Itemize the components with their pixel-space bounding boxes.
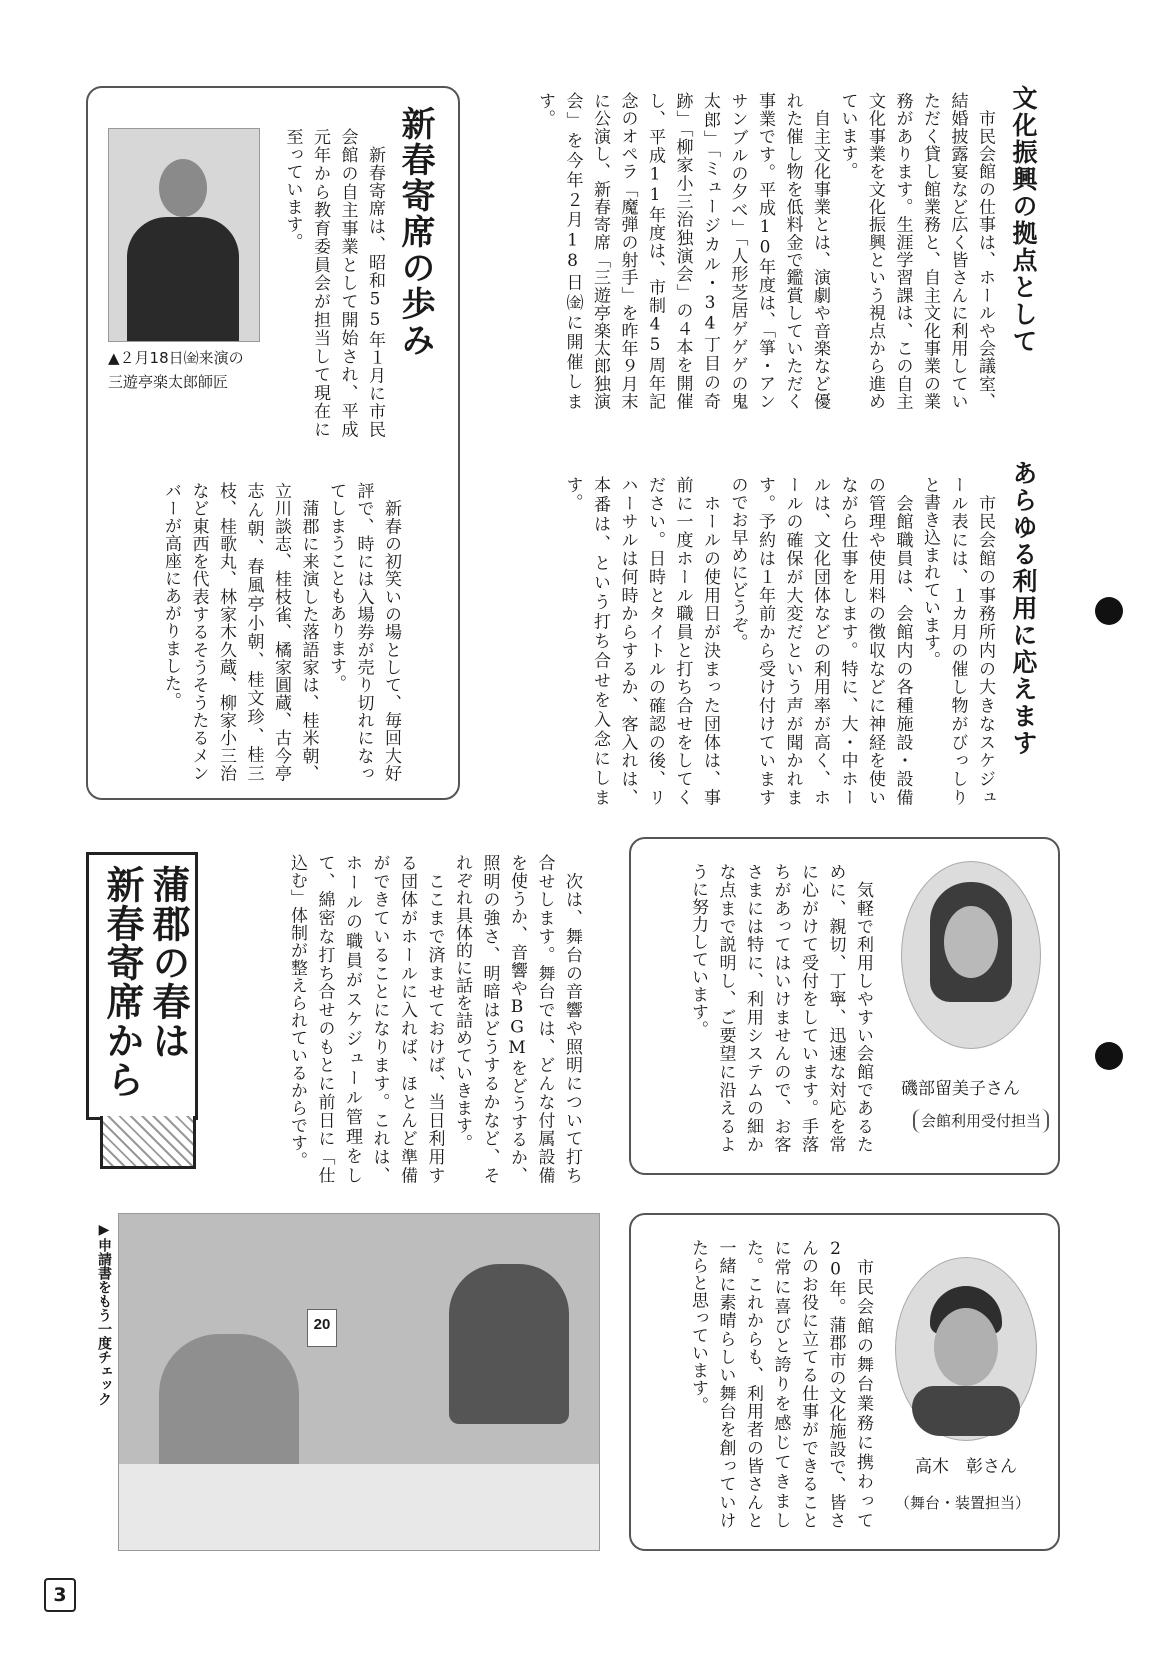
section3-body: 次は、舞台の音響や照明について打ち合せします。舞台では、どんな付属設備を使うか、音響やBGMをどうするか、照明の強さ、明暗はどうするかなど、それぞれ具体的に話を詰めていきます。 ここまで済ませておけば、当日利用する団体がホールに入れば、ほとんど準備ができていることになります。これは、ホールの職員がスケジュール管理をして、綿密な打ち合せのもとに前日に「仕込む」体制が整えられているからです。 xyxy=(287,854,582,1184)
staff-takagi-face xyxy=(934,1308,998,1386)
section1-body: 市民会館の仕事は、ホールや会議室、結婚披露宴など広く皆さんに利用していただく貸し館業務と、自主文化事業の業務があります。生涯学習課は、この自主文化事業を文化振興という視点から進めています。 自主文化事業とは、演劇や音楽など優れた催し物を低料金で鑑賞していただく事業です。平成10年度は、「箏・アンサンブルの夕べ」「人形芝居ゲゲゲの鬼太郎」「ミュージカル・34丁目の奇跡」「柳家小三治独演会」の４本を開催し、平成11年度は、市制45周年記念のオペラ「魔弾の射手」を昨年９月末に公演し、新春寄席「三遊亭楽太郎独演会」を今年２月18日㈮に開催します。 xyxy=(535,92,995,410)
staff-takagi-name: 高木 彰さん xyxy=(915,1457,1017,1477)
scroll-title-banner xyxy=(86,852,198,1120)
rakutaro-photo xyxy=(108,128,260,342)
staff-isobe-photo xyxy=(901,861,1041,1049)
office-photo-caption: ▶申請書をもう一度チェック xyxy=(96,1222,112,1406)
scroll-stand xyxy=(100,1116,196,1169)
office-person-right xyxy=(449,1264,569,1424)
rakutaro-kimono xyxy=(127,217,239,341)
office-photo xyxy=(118,1213,600,1551)
staff-isobe-name: 磯部留美子さん xyxy=(901,1079,1020,1099)
staff-isobe-quote: 気軽で利用しやすい会館であるために、親切、丁寧、迅速な対応を常に心がけて受付をしています。手落ちがあってはいけませんので、お客さまには特に、利用システムの細かな点まで説明し、ご要望に沿えるように努力しています。 xyxy=(688,863,873,1153)
yose-box-title: 新春寄席の歩み xyxy=(395,106,435,358)
binder-hole-bottom xyxy=(1095,1042,1123,1070)
office-calendar: 20 xyxy=(307,1309,337,1347)
staff-isobe-box xyxy=(629,837,1060,1175)
staff-takagi-box xyxy=(629,1213,1060,1551)
section2-body: 市民会館の事務所内の大きなスケジュール表には、１カ月の催し物がびっしりと書き込まれています。 会館職員は、会館内の各種施設・設備の管理や使用料の徴収などに神経を使いながら仕事をします。特に、大・中ホールは、文化団体などの利用率が高く、ホールの確保が大変だという声が聞かれます。予約は１年前から受け付けていますのでお早めにどうぞ。 ホールの使用日が決まった団体は、事前に一度ホール職員と打ち合せをしてください。日時とタイトルの確認の後、リハーサルは何時からするか、客入れは、本番は、という打ち合せを入念にします。 xyxy=(562,476,995,806)
section-heading-riyou: あらゆる利用に応えます xyxy=(1009,460,1038,757)
rakutaro-photo-caption: ▲２月18日㈮来演の三遊亭楽太郎師匠 xyxy=(108,349,244,391)
section-heading-bunka: 文化振興の拠点として xyxy=(1009,85,1038,355)
office-desk xyxy=(119,1464,599,1550)
staff-isobe-role: 会館利用受付担当 xyxy=(913,1109,1049,1133)
staff-takagi-quote: 市民会館の舞台業務に携わって20年。蒲郡市の文化施設で、皆さんのお役に立てる仕事ができることに常に喜びと誇りを感じてきました。これからも、利用者の皆さんと一緒に素晴らしい舞台を創っていけたらと思っています。 xyxy=(688,1239,873,1529)
yose-box-upper-text: 新春寄席は、昭和55年１月に市民会館の自主事業として開始され、平成元年から教育委員会が担当して現在に至っています。 xyxy=(282,128,385,438)
yose-history-box xyxy=(86,86,460,800)
binder-hole-top xyxy=(1095,597,1123,625)
staff-takagi-sweater xyxy=(912,1386,1020,1436)
staff-takagi-role: （舞台・装置担当） xyxy=(895,1494,1031,1512)
scroll-title-col2: 新春寄席から xyxy=(100,865,144,1099)
page-number: 3 xyxy=(44,1578,76,1612)
rakutaro-face xyxy=(159,159,207,217)
staff-isobe-face xyxy=(944,906,998,978)
staff-takagi-photo xyxy=(895,1257,1037,1441)
yose-box-lower-text: 新春の初笑いの場として、毎回大好評で、時には入場券が売り切れになってしまうこともあります。 蒲郡に来演した落語家は、桂米朝、立川談志、桂枝雀、橘家圓蔵、古今亭志ん朝、春風亭小朝、桂文珍、桂三枝、桂歌丸、林家木久蔵、柳家小三治など東西を代表するそうそうたるメンバーが高座にあがりました。 xyxy=(161,482,401,782)
scroll-title-col1: 蒲郡の春は xyxy=(146,865,190,1060)
